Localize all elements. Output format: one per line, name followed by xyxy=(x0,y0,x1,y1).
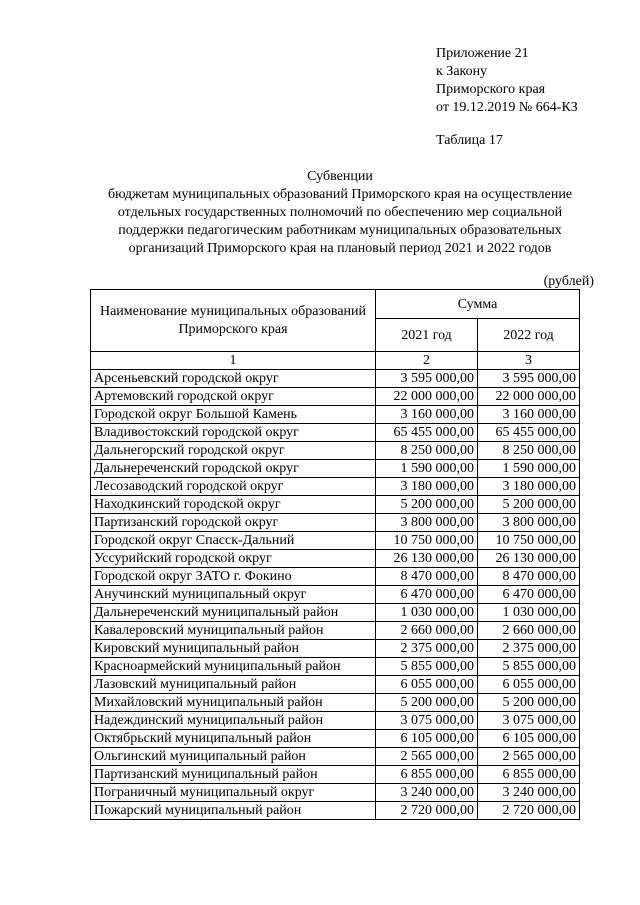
table-row xyxy=(91,478,580,496)
amount-2021-cell: 6 470 000,00 xyxy=(376,586,478,604)
amount-2022-cell: 8 250 000,00 xyxy=(478,442,580,460)
amount-2022-cell: 65 455 000,00 xyxy=(478,424,580,442)
amount-2021-cell: 6 055 000,00 xyxy=(376,676,478,694)
amount-2022-cell: 3 160 000,00 xyxy=(478,406,580,424)
table-row xyxy=(91,370,580,388)
municipality-name-cell: Владивостокский городской округ xyxy=(91,424,376,442)
table-row xyxy=(91,622,580,640)
municipality-name-cell: Артемовский городской округ xyxy=(91,388,376,406)
amount-2022-cell: 3 595 000,00 xyxy=(478,370,580,388)
amount-2021-cell: 65 455 000,00 xyxy=(376,424,478,442)
amount-2021-cell: 8 470 000,00 xyxy=(376,568,478,586)
column-header-2021: 2021 год xyxy=(376,319,478,352)
table-row xyxy=(91,442,580,460)
table-row xyxy=(91,802,580,820)
title-line: бюджетам муниципальных образований Приморского края на осуществление xyxy=(107,187,573,202)
title-line: организаций Приморского края на плановый период 2021 и 2022 годов xyxy=(128,241,552,256)
municipality-name-cell: Дальнегорский городской округ xyxy=(91,442,376,460)
amount-2022-cell: 6 105 000,00 xyxy=(478,730,580,748)
amount-2022-cell: 3 800 000,00 xyxy=(478,514,580,532)
appendix-line: Приложение 21 xyxy=(436,46,529,61)
table-row xyxy=(91,388,580,406)
municipality-name-cell: Кавалеровский муниципальный район xyxy=(91,622,376,640)
table-row xyxy=(91,514,580,532)
amount-2021-cell: 8 250 000,00 xyxy=(376,442,478,460)
amount-2022-cell: 3 180 000,00 xyxy=(478,478,580,496)
municipality-name-cell: Городской округ Большой Камень xyxy=(91,406,376,424)
amount-2022-cell: 3 240 000,00 xyxy=(478,784,580,802)
column-header-name-text: Наименование муниципальных образований Приморского края xyxy=(99,303,367,337)
column-number: 3 xyxy=(478,352,580,370)
amount-2022-cell: 10 750 000,00 xyxy=(478,532,580,550)
units-label: (рублей) xyxy=(543,274,594,289)
amount-2021-cell: 26 130 000,00 xyxy=(376,550,478,568)
amount-2021-cell: 6 105 000,00 xyxy=(376,730,478,748)
amount-2022-cell: 2 720 000,00 xyxy=(478,802,580,820)
table-body xyxy=(91,370,580,820)
amount-2021-cell: 2 565 000,00 xyxy=(376,748,478,766)
table-row xyxy=(91,460,580,478)
table-row xyxy=(91,748,580,766)
appendix-header xyxy=(436,45,578,117)
amount-2022-cell: 2 375 000,00 xyxy=(478,640,580,658)
amount-2022-cell: 26 130 000,00 xyxy=(478,550,580,568)
municipality-name-cell: Партизанский городской округ xyxy=(91,514,376,532)
column-header-sum: Сумма xyxy=(376,290,580,319)
table-row xyxy=(91,424,580,442)
municipality-name-cell: Анучинский муниципальный округ xyxy=(91,586,376,604)
municipality-name-cell: Октябрьский муниципальный район xyxy=(91,730,376,748)
amount-2022-cell: 1 590 000,00 xyxy=(478,460,580,478)
municipality-name-cell: Пожарский муниципальный район xyxy=(91,802,376,820)
municipality-name-cell: Лесозаводский городской округ xyxy=(91,478,376,496)
amount-2021-cell: 10 750 000,00 xyxy=(376,532,478,550)
table-row xyxy=(91,730,580,748)
table-row xyxy=(91,496,580,514)
table-row xyxy=(91,658,580,676)
amount-2021-cell: 2 720 000,00 xyxy=(376,802,478,820)
municipality-name-cell: Кировский муниципальный район xyxy=(91,640,376,658)
amount-2021-cell: 2 375 000,00 xyxy=(376,640,478,658)
municipality-name-cell: Ольгинский муниципальный район xyxy=(91,748,376,766)
municipality-name-cell: Арсеньевский городской округ xyxy=(91,370,376,388)
table-row xyxy=(91,406,580,424)
municipality-name-cell: Надеждинский муниципальный район xyxy=(91,712,376,730)
municipality-name-cell: Уссурийский городской округ xyxy=(91,550,376,568)
table-row xyxy=(91,568,580,586)
column-header-name xyxy=(91,290,376,352)
table-row xyxy=(91,586,580,604)
amount-2021-cell: 5 200 000,00 xyxy=(376,694,478,712)
amount-2021-cell: 3 800 000,00 xyxy=(376,514,478,532)
amount-2021-cell: 3 075 000,00 xyxy=(376,712,478,730)
amount-2021-cell: 3 240 000,00 xyxy=(376,784,478,802)
amount-2022-cell: 1 030 000,00 xyxy=(478,604,580,622)
table-row xyxy=(91,532,580,550)
subventions-table xyxy=(90,289,580,820)
amount-2021-cell: 1 030 000,00 xyxy=(376,604,478,622)
municipality-name-cell: Пограничный муниципальный округ xyxy=(91,784,376,802)
amount-2021-cell: 5 200 000,00 xyxy=(376,496,478,514)
amount-2022-cell: 22 000 000,00 xyxy=(478,388,580,406)
amount-2021-cell: 1 590 000,00 xyxy=(376,460,478,478)
municipality-name-cell: Михайловский муниципальный район xyxy=(91,694,376,712)
table-row xyxy=(91,640,580,658)
title-line: отдельных государственных полномочий по обеспечению мер социальной xyxy=(117,205,563,220)
amount-2021-cell: 3 595 000,00 xyxy=(376,370,478,388)
table-row xyxy=(91,712,580,730)
amount-2022-cell: 8 470 000,00 xyxy=(478,568,580,586)
amount-2021-cell: 3 160 000,00 xyxy=(376,406,478,424)
amount-2022-cell: 5 855 000,00 xyxy=(478,658,580,676)
table-row xyxy=(91,766,580,784)
amount-2022-cell: 5 200 000,00 xyxy=(478,694,580,712)
municipality-name-cell: Находкинский городской округ xyxy=(91,496,376,514)
amount-2022-cell: 2 565 000,00 xyxy=(478,748,580,766)
amount-2021-cell: 5 855 000,00 xyxy=(376,658,478,676)
amount-2022-cell: 5 200 000,00 xyxy=(478,496,580,514)
table-row xyxy=(91,604,580,622)
title-line: Субвенции xyxy=(307,169,373,184)
column-number: 2 xyxy=(376,352,478,370)
table-row xyxy=(91,550,580,568)
municipality-name-cell: Лазовский муниципальный район xyxy=(91,676,376,694)
amount-2022-cell: 2 660 000,00 xyxy=(478,622,580,640)
appendix-line: Приморского края xyxy=(436,82,546,97)
column-header-2022: 2022 год xyxy=(478,319,580,352)
table-row xyxy=(91,676,580,694)
municipality-name-cell: Дальнереченский муниципальный район xyxy=(91,604,376,622)
municipality-name-cell: Городской округ Спасск-Дальний xyxy=(91,532,376,550)
amount-2022-cell: 6 470 000,00 xyxy=(478,586,580,604)
amount-2022-cell: 6 855 000,00 xyxy=(478,766,580,784)
amount-2021-cell: 6 855 000,00 xyxy=(376,766,478,784)
municipality-name-cell: Партизанский муниципальный район xyxy=(91,766,376,784)
appendix-line: от 19.12.2019 № 664-КЗ xyxy=(436,100,578,115)
appendix-line: к Закону xyxy=(436,64,488,79)
document-title xyxy=(60,168,620,258)
municipality-name-cell: Красноармейский муниципальный район xyxy=(91,658,376,676)
amount-2021-cell: 2 660 000,00 xyxy=(376,622,478,640)
title-line: поддержки педагогическим работникам муниципальных образовательных xyxy=(118,223,562,238)
municipality-name-cell: Городской округ ЗАТО г. Фокино xyxy=(91,568,376,586)
amount-2022-cell: 3 075 000,00 xyxy=(478,712,580,730)
municipality-name-cell: Дальнереченский городской округ xyxy=(91,460,376,478)
table-row xyxy=(91,694,580,712)
amount-2022-cell: 6 055 000,00 xyxy=(478,676,580,694)
table-row xyxy=(91,784,580,802)
amount-2021-cell: 3 180 000,00 xyxy=(376,478,478,496)
amount-2021-cell: 22 000 000,00 xyxy=(376,388,478,406)
column-number: 1 xyxy=(91,352,376,370)
table-label: Таблица 17 xyxy=(436,133,503,148)
